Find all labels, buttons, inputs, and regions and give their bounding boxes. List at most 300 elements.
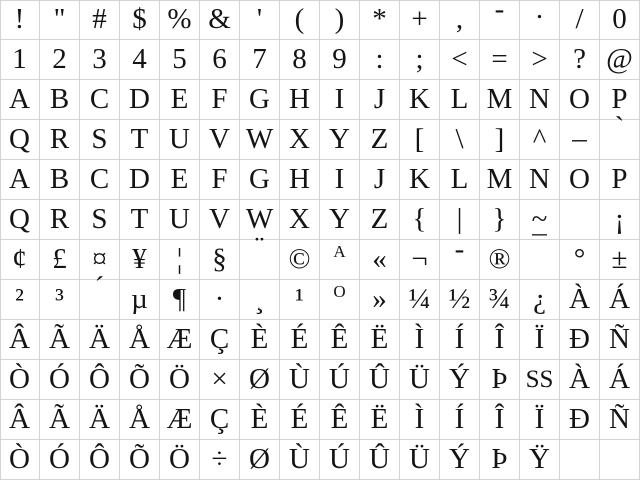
glyph: Ù	[289, 443, 310, 475]
glyph: U	[169, 123, 190, 155]
glyph: Ê	[330, 323, 349, 355]
glyph: /	[575, 3, 584, 35]
glyph-cell[interactable]	[280, 120, 320, 160]
glyph-cell[interactable]	[560, 0, 600, 40]
glyph-cell[interactable]	[400, 280, 440, 320]
glyph-cell[interactable]	[0, 80, 40, 120]
glyph: ×	[211, 363, 228, 395]
glyph: Ï	[534, 323, 545, 355]
glyph-cell[interactable]	[360, 120, 400, 160]
glyph-cell[interactable]	[160, 360, 200, 400]
glyph-cell[interactable]	[240, 0, 280, 40]
glyph-cell[interactable]	[520, 280, 560, 320]
glyph: V	[209, 203, 230, 235]
glyph-cell[interactable]	[80, 320, 120, 360]
glyph: È	[250, 323, 269, 355]
glyph: 4	[132, 43, 147, 75]
glyph-cell[interactable]	[520, 320, 560, 360]
glyph-cell[interactable]	[520, 80, 560, 120]
glyph-cell[interactable]	[40, 40, 80, 80]
glyph: [	[414, 123, 425, 155]
glyph-cell[interactable]	[400, 40, 440, 80]
glyph: ]	[494, 123, 505, 155]
glyph-cell[interactable]	[360, 440, 400, 480]
glyph: ¤	[92, 243, 107, 275]
glyph: Ô	[89, 443, 110, 475]
glyph: Ÿ	[529, 443, 550, 475]
glyph-cell[interactable]	[200, 280, 240, 320]
glyph-cell[interactable]	[160, 320, 200, 360]
glyph-cell[interactable]	[120, 120, 160, 160]
glyph-cell[interactable]	[480, 120, 520, 160]
glyph-cell[interactable]	[320, 120, 360, 160]
glyph-cell[interactable]	[80, 400, 120, 440]
glyph-cell[interactable]	[40, 240, 80, 280]
glyph-cell[interactable]	[240, 320, 280, 360]
glyph-cell[interactable]	[120, 280, 160, 320]
glyph-cell[interactable]	[520, 120, 560, 160]
glyph: Å	[129, 403, 150, 435]
glyph-cell[interactable]	[360, 400, 400, 440]
glyph-cell[interactable]	[480, 0, 520, 40]
glyph-cell[interactable]	[160, 200, 200, 240]
glyph-cell[interactable]	[320, 280, 360, 320]
glyph: O	[569, 83, 590, 115]
glyph-cell[interactable]	[400, 120, 440, 160]
glyph-cell[interactable]	[0, 120, 40, 160]
glyph: Ë	[370, 323, 389, 355]
glyph-cell[interactable]	[440, 400, 480, 440]
glyph-cell[interactable]	[520, 40, 560, 80]
glyph: Â	[9, 323, 30, 355]
glyph: ¹	[295, 283, 304, 315]
glyph-cell[interactable]	[440, 120, 480, 160]
glyph-cell[interactable]	[520, 0, 560, 40]
glyph: Ì	[414, 323, 425, 355]
glyph: ¶	[172, 283, 187, 315]
glyph: £	[52, 243, 67, 275]
glyph-cell[interactable]	[520, 440, 560, 480]
glyph-cell[interactable]	[280, 320, 320, 360]
glyph-cell[interactable]	[440, 320, 480, 360]
glyph-cell[interactable]	[40, 0, 80, 40]
glyph: Î	[494, 323, 505, 355]
glyph-cell[interactable]	[360, 160, 400, 200]
glyph: ?	[573, 43, 586, 75]
glyph-cell[interactable]	[400, 80, 440, 120]
glyph-cell[interactable]	[240, 360, 280, 400]
glyph: Q	[9, 123, 30, 155]
glyph-cell[interactable]	[40, 280, 80, 320]
glyph-cell[interactable]	[600, 400, 640, 440]
glyph-cell[interactable]	[160, 400, 200, 440]
glyph: W	[245, 203, 274, 235]
glyph: O	[569, 163, 590, 195]
glyph: ³	[55, 283, 64, 315]
glyph-cell[interactable]	[0, 240, 40, 280]
glyph: Ì	[414, 403, 425, 435]
glyph-cell[interactable]	[320, 360, 360, 400]
glyph: È	[250, 403, 269, 435]
glyph: #	[92, 3, 107, 35]
glyph-cell[interactable]	[320, 80, 360, 120]
glyph: $	[132, 3, 147, 35]
glyph: A	[9, 83, 30, 115]
glyph: Û	[369, 363, 390, 395]
glyph-cell[interactable]	[80, 40, 120, 80]
glyph-cell[interactable]	[40, 200, 80, 240]
glyph-cell[interactable]	[0, 440, 40, 480]
glyph: Þ	[491, 443, 508, 475]
glyph-cell[interactable]	[360, 360, 400, 400]
glyph: \	[455, 123, 464, 155]
glyph-cell[interactable]	[520, 360, 560, 400]
glyph-cell[interactable]	[200, 40, 240, 80]
glyph-cell[interactable]	[200, 440, 240, 480]
glyph-cell[interactable]	[120, 160, 160, 200]
glyph-cell[interactable]	[240, 80, 280, 120]
glyph: 3	[92, 43, 107, 75]
glyph-cell[interactable]	[360, 320, 400, 360]
glyph-cell[interactable]	[480, 280, 520, 320]
glyph: Ð	[569, 403, 590, 435]
glyph-cell[interactable]	[40, 360, 80, 400]
glyph-cell[interactable]	[480, 40, 520, 80]
glyph-cell[interactable]	[160, 280, 200, 320]
glyph-cell[interactable]	[440, 40, 480, 80]
glyph: F	[211, 83, 228, 115]
glyph-cell[interactable]	[200, 0, 240, 40]
glyph-cell[interactable]	[320, 240, 360, 280]
glyph: >	[531, 43, 548, 75]
glyph: ±	[611, 243, 628, 275]
glyph-cell[interactable]	[400, 240, 440, 280]
glyph: J	[373, 163, 386, 195]
glyph: Þ	[491, 363, 508, 395]
glyph: Ë	[370, 403, 389, 435]
glyph: À	[569, 363, 590, 395]
glyph: !	[14, 3, 25, 35]
glyph-cell[interactable]	[120, 240, 160, 280]
glyph-cell[interactable]	[160, 0, 200, 40]
glyph-cell[interactable]	[160, 80, 200, 120]
glyph: A	[9, 163, 30, 195]
glyph-cell[interactable]	[480, 440, 520, 480]
glyph-cell[interactable]	[40, 320, 80, 360]
glyph-cell[interactable]	[240, 160, 280, 200]
glyph-cell[interactable]	[600, 0, 640, 40]
glyph-cell[interactable]	[120, 320, 160, 360]
glyph: P	[611, 83, 628, 115]
glyph: ½	[448, 283, 471, 315]
glyph: Ï	[534, 403, 545, 435]
glyph: )	[334, 3, 345, 35]
glyph-cell[interactable]	[40, 160, 80, 200]
glyph-cell[interactable]	[200, 400, 240, 440]
glyph-cell[interactable]	[560, 200, 600, 240]
glyph: K	[409, 83, 430, 115]
glyph: ¯	[532, 231, 547, 263]
glyph-cell[interactable]	[400, 360, 440, 400]
glyph-cell[interactable]	[120, 400, 160, 440]
glyph: Õ	[129, 443, 150, 475]
glyph: Ü	[409, 363, 430, 395]
glyph: F	[211, 163, 228, 195]
glyph: C	[89, 83, 110, 115]
glyph: Æ	[166, 323, 193, 355]
glyph-cell[interactable]	[40, 440, 80, 480]
glyph-cell[interactable]	[240, 280, 280, 320]
glyph-cell[interactable]	[280, 80, 320, 120]
glyph-cell[interactable]	[360, 80, 400, 120]
glyph: Ø	[249, 443, 270, 475]
glyph-cell[interactable]	[40, 120, 80, 160]
glyph-cell[interactable]	[600, 440, 640, 480]
glyph-cell[interactable]	[400, 400, 440, 440]
glyph: ¥	[132, 243, 147, 275]
glyph-cell[interactable]	[160, 40, 200, 80]
glyph-cell[interactable]	[160, 160, 200, 200]
glyph: S	[91, 123, 108, 155]
glyph-cell[interactable]	[120, 440, 160, 480]
glyph: I	[334, 83, 345, 115]
glyph-cell[interactable]	[600, 280, 640, 320]
glyph-cell[interactable]	[480, 360, 520, 400]
glyph: ¬	[411, 243, 428, 275]
glyph: Z	[370, 123, 389, 155]
glyph: N	[529, 83, 550, 115]
glyph: E	[170, 163, 189, 195]
glyph: =	[491, 43, 508, 75]
glyph-cell[interactable]	[440, 440, 480, 480]
glyph-cell[interactable]	[160, 440, 200, 480]
glyph-cell[interactable]	[200, 240, 240, 280]
glyph-cell[interactable]	[520, 160, 560, 200]
glyph-cell[interactable]	[560, 113, 600, 160]
glyph-cell[interactable]	[40, 80, 80, 120]
glyph: Ó	[49, 363, 70, 395]
glyph: Å	[129, 323, 150, 355]
glyph-cell[interactable]	[400, 320, 440, 360]
glyph-cell[interactable]	[320, 200, 360, 240]
glyph: ²	[15, 283, 24, 315]
glyph-cell[interactable]	[200, 160, 240, 200]
glyph-cell[interactable]	[80, 80, 120, 120]
glyph: 9	[332, 43, 347, 75]
glyph-cell[interactable]	[480, 320, 520, 360]
glyph-cell[interactable]	[320, 320, 360, 360]
glyph: À	[569, 283, 590, 315]
glyph-cell[interactable]	[240, 120, 280, 160]
glyph: Í	[454, 323, 465, 355]
glyph: A	[333, 242, 346, 261]
glyph-cell[interactable]	[80, 160, 120, 200]
glyph: Ç	[209, 403, 230, 435]
glyph-cell[interactable]	[200, 360, 240, 400]
glyph: µ	[131, 283, 148, 315]
glyph: }	[492, 203, 507, 235]
glyph-cell[interactable]	[480, 160, 520, 200]
glyph: &	[208, 3, 231, 35]
glyph: ©	[288, 243, 311, 275]
glyph-cell[interactable]	[240, 231, 280, 280]
glyph: ¢	[12, 243, 27, 275]
glyph-cell[interactable]	[360, 240, 400, 280]
glyph-cell[interactable]	[320, 440, 360, 480]
glyph-cell[interactable]	[280, 160, 320, 200]
glyph: D	[129, 163, 150, 195]
glyph-cell[interactable]	[560, 320, 600, 360]
glyph: X	[289, 203, 310, 235]
glyph-cell[interactable]	[80, 360, 120, 400]
glyph-cell[interactable]	[560, 280, 600, 320]
glyph-cell[interactable]	[360, 200, 400, 240]
glyph-cell[interactable]	[480, 400, 520, 440]
glyph-cell[interactable]	[600, 111, 640, 160]
glyph: T	[130, 203, 149, 235]
glyph-cell[interactable]	[520, 400, 560, 440]
glyph-cell[interactable]	[80, 0, 120, 40]
glyph-cell[interactable]	[280, 240, 320, 280]
glyph-cell[interactable]	[600, 240, 640, 280]
glyph: ¦	[176, 243, 183, 275]
glyph: B	[49, 83, 70, 115]
glyph-cell[interactable]	[280, 280, 320, 320]
glyph: N	[529, 163, 550, 195]
glyph-cell[interactable]	[200, 120, 240, 160]
glyph-cell[interactable]	[560, 400, 600, 440]
glyph-cell[interactable]	[0, 200, 40, 240]
glyph-cell[interactable]	[80, 440, 120, 480]
glyph-cell[interactable]	[400, 0, 440, 40]
glyph-cell[interactable]	[80, 120, 120, 160]
glyph-cell[interactable]	[360, 280, 400, 320]
glyph-cell[interactable]	[120, 40, 160, 80]
glyph-cell[interactable]	[560, 360, 600, 400]
glyph-cell[interactable]	[320, 0, 360, 40]
glyph: ¸	[254, 283, 265, 315]
glyph-cell[interactable]	[0, 400, 40, 440]
glyph-cell[interactable]	[160, 120, 200, 160]
glyph-cell[interactable]	[440, 80, 480, 120]
glyph-cell[interactable]	[240, 40, 280, 80]
glyph-cell[interactable]	[0, 160, 40, 200]
glyph-cell[interactable]	[120, 80, 160, 120]
glyph: P	[611, 163, 628, 195]
glyph-cell[interactable]	[600, 320, 640, 360]
glyph-cell[interactable]	[440, 160, 480, 200]
glyph-cell[interactable]	[200, 320, 240, 360]
glyph-cell[interactable]	[80, 271, 120, 320]
glyph: G	[249, 83, 270, 115]
glyph-cell[interactable]	[80, 200, 120, 240]
glyph: T	[130, 123, 149, 155]
glyph-cell[interactable]	[560, 240, 600, 280]
glyph-cell[interactable]	[120, 0, 160, 40]
glyph-cell[interactable]	[400, 200, 440, 240]
glyph: "	[53, 3, 66, 35]
glyph-cell[interactable]	[280, 440, 320, 480]
glyph-cell[interactable]	[600, 200, 640, 240]
glyph: *	[372, 3, 387, 35]
glyph: Ò	[9, 363, 30, 395]
glyph-cell[interactable]	[0, 360, 40, 400]
glyph-cell[interactable]	[400, 440, 440, 480]
glyph-cell[interactable]	[480, 240, 520, 280]
glyph-cell[interactable]	[480, 200, 520, 240]
glyph-cell[interactable]	[280, 40, 320, 80]
glyph: 6	[212, 43, 227, 75]
glyph: Ç	[209, 323, 230, 355]
glyph: -	[454, 233, 465, 265]
glyph: O	[333, 282, 346, 301]
glyph-cell[interactable]	[280, 200, 320, 240]
glyph-cell[interactable]	[600, 160, 640, 200]
glyph-cell[interactable]	[560, 160, 600, 200]
glyph-cell[interactable]	[0, 0, 40, 40]
glyph-cell[interactable]	[240, 400, 280, 440]
glyph-cell[interactable]	[600, 360, 640, 400]
glyph: §	[212, 243, 227, 275]
glyph: |	[456, 203, 463, 235]
glyph: Î	[494, 403, 505, 435]
glyph-cell[interactable]	[400, 160, 440, 200]
glyph-cell[interactable]	[0, 320, 40, 360]
glyph: 7	[252, 43, 267, 75]
glyph-cell[interactable]	[0, 280, 40, 320]
glyph: U	[169, 203, 190, 235]
glyph-cell[interactable]	[200, 80, 240, 120]
glyph-cell[interactable]	[120, 360, 160, 400]
glyph: B	[49, 163, 70, 195]
glyph-cell[interactable]	[40, 400, 80, 440]
glyph: ¡	[614, 203, 625, 235]
glyph-cell[interactable]	[560, 40, 600, 80]
glyph-cell[interactable]	[480, 80, 520, 120]
glyph-cell[interactable]	[160, 240, 200, 280]
glyph-cell[interactable]	[280, 0, 320, 40]
glyph-cell[interactable]	[120, 200, 160, 240]
glyph: -	[494, 0, 505, 25]
glyph-cell[interactable]	[360, 40, 400, 80]
glyph: ¼	[408, 283, 431, 315]
glyph-cell[interactable]	[240, 440, 280, 480]
glyph: Ä	[89, 403, 110, 435]
glyph-cell[interactable]	[360, 0, 400, 40]
glyph-cell[interactable]	[280, 360, 320, 400]
glyph-cell[interactable]	[320, 40, 360, 80]
glyph: L	[450, 83, 469, 115]
glyph-cell[interactable]	[600, 40, 640, 80]
glyph-cell[interactable]	[440, 233, 480, 280]
glyph: K	[409, 163, 430, 195]
glyph: Ñ	[609, 323, 630, 355]
glyph-cell[interactable]	[560, 440, 600, 480]
glyph: Ä	[89, 323, 110, 355]
glyph: Ê	[330, 403, 349, 435]
glyph-cell[interactable]	[0, 40, 40, 80]
glyph-cell[interactable]	[440, 0, 480, 40]
glyph-cell[interactable]	[440, 280, 480, 320]
glyph: R	[49, 203, 70, 235]
glyph: M	[486, 83, 513, 115]
glyph-cell[interactable]	[440, 360, 480, 400]
glyph-cell[interactable]	[280, 400, 320, 440]
glyph-cell[interactable]	[520, 231, 560, 280]
glyph-cell[interactable]	[320, 160, 360, 200]
glyph-cell[interactable]	[320, 400, 360, 440]
glyph-cell[interactable]	[200, 200, 240, 240]
